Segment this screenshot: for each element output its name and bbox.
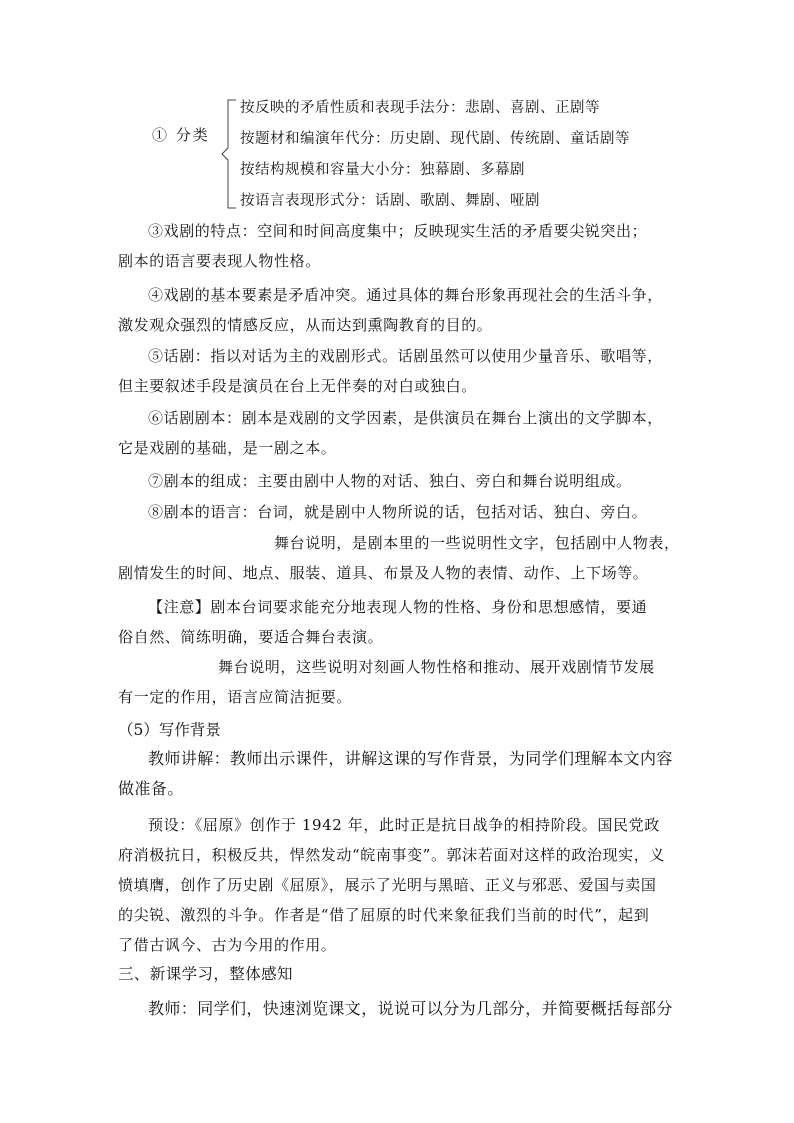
- text-line: 府消极抗日，积极反共，悍然发动“皖南事变”。郭沫若面对这样的政治现实，义: [118, 846, 665, 864]
- brace-icon: [220, 98, 238, 210]
- text-line: 预设：《屈原》创作于 1942 年，此时正是抗日战争的相持阶段。国民党政: [148, 816, 660, 834]
- note-paragraph: [118, 592, 688, 652]
- text-line: ③戏剧的特点：空间和时间高度集中；反映现实生活的矛盾要尖锐突出；: [148, 222, 648, 240]
- text-line: 舞台说明，这些说明对刻画人物性格和推动、展开戏剧情节发展: [218, 658, 655, 676]
- point-3-paragraph: [118, 216, 688, 276]
- point-5-paragraph: [118, 341, 688, 401]
- stage-direction-paragraph: [118, 528, 688, 588]
- classification-item: 按结构规模和容量大小分：独幕剧、多幕剧: [240, 162, 525, 178]
- text-line: 激发观众强烈的情感反应，从而达到熏陶教育的目的。: [118, 316, 493, 334]
- text-line: 剧情发生的时间、地点、服装、道具、布景及人物的表情、动作、上下场等。: [118, 564, 649, 582]
- point-6-paragraph: [118, 403, 688, 463]
- point-4-paragraph: [118, 280, 688, 340]
- text-line: 有一定的作用，语言应简洁扼要。: [118, 688, 353, 706]
- text-line: ④戏剧的基本要素是矛盾冲突。通过具体的舞台形象再现社会的生活斗争，: [148, 286, 663, 304]
- text-line: 剧本的语言要表现人物性格。: [118, 252, 321, 270]
- text-line: ⑤话剧：指以对话为主的戏剧形式。话剧虽然可以使用少量音乐、歌唱等，: [148, 347, 663, 365]
- text-line: 教师：同学们，快速浏览课文，说说可以分为几部分，并简要概括每部分: [148, 999, 673, 1018]
- text-line: ⑧剧本的语言：台词，就是剧中人物所说的话，包括对话、独白、旁白。: [148, 503, 648, 521]
- section-5-title: （5）写作背景: [118, 721, 221, 739]
- text-line: 舞台说明，是剧本里的一些说明性文字，包括剧中人物表，: [274, 534, 680, 552]
- point-7-paragraph: [118, 466, 688, 496]
- text-line: 的尖锐、激烈的斗争。作者是“借了屈原的时代来象征我们当前的时代”，起到: [118, 906, 650, 924]
- text-line: 愤填膺，创作了历史剧《屈原》，展示了光明与黑暗、正义与邪恶、爱国与卖国: [118, 876, 657, 894]
- classification-item: 按题材和编演年代分：历史剧、现代剧、传统剧、童话剧等: [240, 131, 630, 147]
- text-line: 教师讲解：教师出示课件，讲解这课的写作背景，为同学们理解本文内容: [148, 749, 673, 768]
- section-3-title: 三、新课学习，整体感知: [118, 965, 293, 983]
- teacher-prompt-paragraph: [118, 994, 688, 1024]
- preset-paragraph: [118, 810, 688, 960]
- text-line: 但主要叙述手段是演员在台上无伴奏的对白或独白。: [118, 377, 477, 395]
- classification-block: [148, 94, 708, 214]
- note-stage-direction-paragraph: [118, 652, 688, 712]
- text-line: 它是戏剧的基础，是一剧之本。: [118, 439, 337, 457]
- text-line: 做准备。: [118, 779, 184, 798]
- text-line: 俗自然、简练明确，要适合舞台表演。: [118, 628, 384, 646]
- classification-item: 按反映的矛盾性质和表现手法分：悲剧、喜剧、正剧等: [240, 100, 600, 116]
- classification-item: 按语言表现形式分：话剧、歌剧、舞剧、哑剧: [240, 193, 540, 209]
- classification-label: ① 分类: [152, 126, 210, 144]
- point-8-paragraph: [118, 497, 688, 527]
- teacher-explanation-paragraph: [118, 744, 688, 804]
- text-line: ⑥话剧剧本：剧本是戏剧的文学因素，是供演员在舞台上演出的文学脚本，: [148, 409, 663, 427]
- text-line: 【注意】剧本台词要求能充分地表现人物的性格、身份和思想感情，要通: [148, 598, 648, 616]
- text-line: 了借古讽今、古为今用的作用。: [118, 936, 337, 954]
- text-line: ⑦剧本的组成：主要由剧中人物的对话、独白、旁白和舞台说明组成。: [148, 472, 632, 490]
